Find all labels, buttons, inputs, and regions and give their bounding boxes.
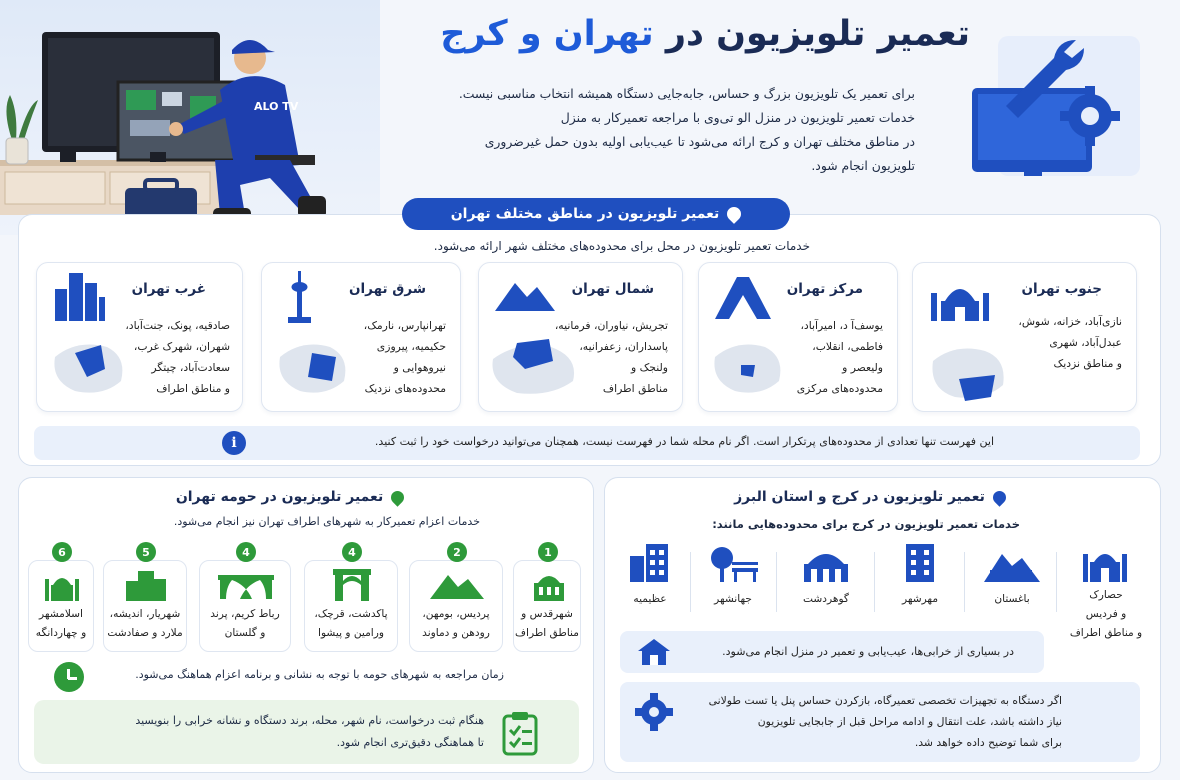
city-hall-icon (530, 569, 568, 603)
region-map (487, 335, 583, 401)
region-areas: صادقیه، پونک، جنت‌آباد، شهران، شهرک غرب، سعادت‌آباد، چیتگر و مناطق اطراف (125, 319, 230, 395)
suburb-card-1[interactable] (513, 545, 581, 652)
mosque-icon (927, 273, 993, 323)
mountain-icon (428, 571, 486, 601)
suburb-number: 2 (447, 542, 467, 562)
mosque-icon (1080, 544, 1130, 584)
suburb-label: اسلامشهر و چهاردانگه (35, 608, 87, 639)
suburb-label: رباط کریم، پرند و گلستان (210, 608, 280, 639)
skyscraper-icon (628, 542, 672, 584)
skyscraper-icon (51, 271, 107, 323)
region-name: شرق تهران (349, 281, 426, 297)
page-title-main: تعمیر تلویزیون در (665, 14, 970, 54)
dome-icon (800, 544, 852, 584)
milad-tower-icon (284, 271, 316, 325)
tehran-note-text: این فهرست تنها تعدادی از محدوده‌های پرتکرار است. اگر نام محله شما در فهرست نیست، همچنان می‌توانید درخواست خود را ثبت کنید. (374, 435, 994, 448)
gate-icon (331, 567, 373, 603)
azadi-tower-icon (711, 271, 775, 323)
karaj-area-baghestan[interactable] (972, 540, 1052, 620)
region-card-north[interactable] (478, 262, 683, 412)
karaj-area-label: حصارک و فردیس و مناطق اطراف (1069, 589, 1143, 639)
suburb-label: شهریار، اندیشه، ملارد و صفادشت (107, 608, 183, 639)
location-pin-icon (724, 204, 744, 224)
home-icon (636, 637, 672, 667)
tv-repair-icon (968, 30, 1148, 180)
buildings-icon (124, 569, 168, 603)
region-map (709, 335, 785, 401)
region-name: شمال تهران (571, 281, 654, 297)
hero-illustration (0, 0, 380, 235)
intro-line: خدمات تعمیر تلویزیون در منزل الو تی‌وی با مراجعه تعمیرکار به منزل (560, 110, 915, 125)
suburb-label: پردیس، بومهن، رودهن و دماوند (422, 608, 490, 639)
suburbs-heading (140, 484, 440, 510)
suburbs-heading-text: تعمیر تلویزیون در حومه تهران (175, 489, 384, 505)
divider (1056, 552, 1057, 612)
request-note (34, 700, 579, 764)
region-card-east[interactable] (261, 262, 461, 412)
mountain-icon (982, 548, 1042, 584)
karaj-heading (700, 484, 1040, 510)
suburb-card-5[interactable] (103, 545, 187, 652)
divider (874, 552, 875, 612)
tehran-heading-text: تعمیر تلویزیون در مناطق مختلف تهران (450, 206, 720, 222)
suburb-card-3[interactable] (304, 545, 398, 652)
location-pin-icon (990, 488, 1008, 506)
suburb-label: شهرقدس و مناطق اطراف (515, 608, 579, 639)
clipboard-check-icon (500, 710, 540, 756)
karaj-area-azimieh[interactable] (612, 540, 688, 620)
suburb-number: 4 (342, 542, 362, 562)
region-map (49, 335, 129, 401)
karaj-subtitle: خدمات تعمیر تلویزیون در کرج برای محدوده‌هایی مانند: (712, 517, 1020, 531)
karaj-area-label: گوهردشت (803, 593, 849, 605)
suburb-card-6[interactable] (28, 545, 94, 652)
intro-line: تلویزیون انجام شود. (811, 158, 915, 173)
tehran-subtitle: خدمات تعمیر تلویزیون در محل برای محدوده‌های مختلف شهر ارائه می‌شود. (433, 239, 810, 253)
divider (776, 552, 777, 612)
gear-icon (634, 692, 674, 732)
suburb-number: 5 (136, 542, 156, 562)
home-repair-note (620, 631, 1044, 673)
suburb-card-2[interactable] (409, 545, 503, 652)
suburbs-subtitle: خدمات اعزام تعمیرکار به شهرهای اطراف تهران نیز انجام می‌شود. (173, 515, 480, 528)
region-areas: تهرانپارس، نارمک، حکیمیه، پیروزی نیروهوایی و محدوده‌های نزدیک (363, 319, 446, 395)
divider (690, 552, 691, 612)
mosque-icon (43, 569, 81, 603)
technician-illustration (0, 0, 380, 235)
schedule-note: زمان مراجعه به شهرهای حومه با توجه به نشانی و برنامه اعزام هماهنگ می‌شود. (135, 668, 504, 681)
workshop-note (620, 682, 1140, 762)
karaj-area-mehrshahr[interactable] (882, 540, 958, 620)
suburb-number: 4 (236, 542, 256, 562)
buildings-icon (902, 542, 938, 584)
intro-line: برای تعمیر یک تلویزیون بزرگ و حساس، جابه‌جایی دستگاه همیشه انتخاب مناسبی نیست. (458, 86, 915, 101)
suburb-number: 1 (538, 542, 558, 562)
tehran-note (34, 426, 1140, 460)
page-title (330, 14, 970, 54)
region-areas: تجریش، نیاوران، فرمانیه، پاسداران، زعفرانیه، ولنجک و مناطق اطراف (554, 319, 668, 395)
divider (964, 552, 965, 612)
mountain-icon (493, 277, 557, 313)
suburb-number: 6 (52, 542, 72, 562)
info-icon: i (222, 431, 246, 455)
tehran-heading (402, 198, 790, 230)
region-areas: یوسف‌آ د، امیرآباد، فاطمی، انقلاب، ولیعصر و محدوده‌های مرکزی (796, 319, 883, 395)
region-name: غرب تهران (131, 281, 206, 297)
region-card-west[interactable] (36, 262, 243, 412)
suburb-card-4[interactable] (199, 545, 291, 652)
karaj-area-hesarak[interactable] (1064, 540, 1148, 640)
karaj-area-label: عظیمیه (633, 593, 667, 605)
location-pin-icon (389, 488, 407, 506)
region-card-center[interactable] (698, 262, 898, 412)
region-card-south[interactable] (912, 262, 1137, 412)
region-areas: نازی‌آباد، خزانه، شوش، عبدل‌آباد، شهری و مناطق نزدیک (1018, 315, 1122, 370)
region-name: مرکز تهران (786, 281, 863, 297)
karaj-area-label: جهانشهر (714, 593, 752, 605)
request-note-text: هنگام ثبت درخواست، نام شهر، محله، برند دستگاه و نشانه خرابی را بنویسید تا هماهنگی دقیق‌تری انجام شود. (135, 714, 484, 749)
karaj-heading-text: تعمیر تلویزیون در کرج و استان البرز (734, 489, 985, 505)
technician-badge: ALO TV (254, 100, 299, 113)
intro-line: در مناطق مختلف تهران و کرج ارائه می‌شود تا عیب‌یابی اولیه بدون حمل غیرضروری (484, 134, 915, 149)
intro-text (390, 82, 915, 178)
karaj-area-gohardasht[interactable] (784, 540, 868, 620)
home-repair-note-text: در بسیاری از خرابی‌ها، عیب‌یابی و تعمیر در منزل انجام می‌شود. (722, 645, 1014, 658)
region-map (274, 335, 350, 401)
karaj-area-label: باغستان (994, 593, 1030, 605)
karaj-area-jahanshahr[interactable] (694, 540, 772, 620)
karaj-area-label: مهرشهر (901, 593, 938, 605)
page-title-accent: تهران و کرج (440, 14, 654, 54)
region-name: جنوب تهران (1021, 281, 1102, 297)
workshop-note-text: اگر دستگاه به تجهیزات تخصصی تعمیرگاه، بازکردن حساس پنل یا تست طولانی نیاز داشته باشد، علت انتقال و ادامه مراحل قبل از جابجایی تلویزیون برای شما توضیح داده خواهد شد. (708, 694, 1062, 749)
suburb-label: پاکدشت، قرچک، ورامین و پیشوا (314, 608, 388, 639)
region-map (925, 339, 1011, 405)
bridge-icon (216, 571, 276, 601)
park-icon (708, 544, 760, 584)
clock-icon (54, 662, 84, 692)
